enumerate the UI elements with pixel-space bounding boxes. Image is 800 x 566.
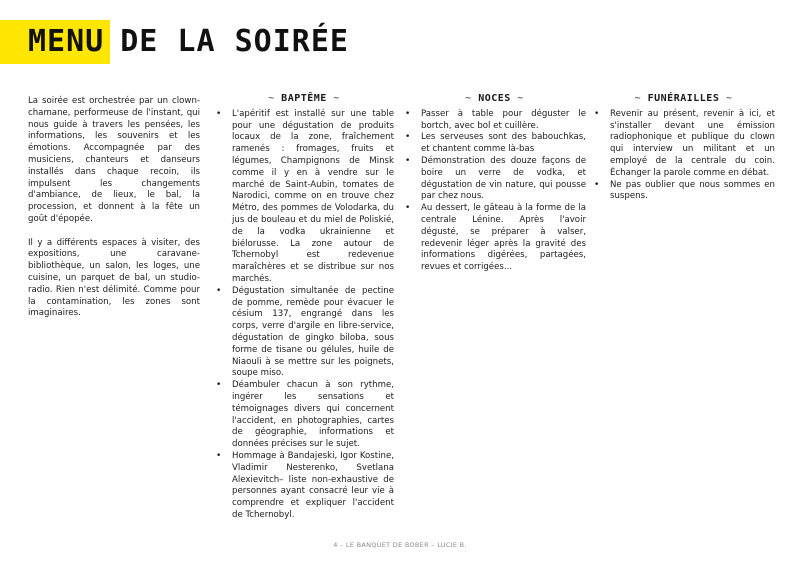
section-heading: ~ NOCES ~ xyxy=(465,93,524,104)
section-list xyxy=(214,109,394,522)
section-heading-text: FUNÉRAILLES xyxy=(647,93,720,104)
list-item: • Déambuler chacun à son rythme, ingérer les sensations et témoignages divers qui concernent l'accident, en photographies, cartes de géographie, informations et données précises sur le sujet. xyxy=(214,380,394,451)
section-heading: ~ FUNÉRAILLES ~ xyxy=(634,93,733,104)
list-item: • Revenir au présent, revenir à ici, et s'installer devant une émission radiophonique et publique du clown qui interview un militant et un employé de la centrale du coin. Échanger la parole comme en débat. xyxy=(592,109,775,180)
list-item: • Passer à table pour déguster le bortch, avec bol et cuillère. xyxy=(403,109,586,133)
section-heading: ~ BAPTÊME ~ xyxy=(268,93,340,104)
section-heading-text: NOCES xyxy=(478,93,511,104)
section-list xyxy=(592,109,775,203)
section-list xyxy=(403,109,586,274)
title-highlight-word: MENU xyxy=(28,24,105,59)
section-bapteme xyxy=(214,93,394,522)
list-item: • Ne pas oublier que nous sommes en suspens. xyxy=(592,180,775,204)
title-rest: DE LA SOIRÉE xyxy=(120,24,349,59)
section-noces xyxy=(403,93,586,274)
list-item: • Les serveuses sont des babouchkas, et chantent comme là-bas xyxy=(403,132,586,156)
list-item: • Dégustation simultanée de pectine de pomme, remède pour évacuer le césium 137, engrangé dans les corps, verre d'argile en libre-service, dégustation de gingko biloba, sous forme de tisane ou gélules, huile de Niaouli à se mettre sur les poignets, soupe miso. xyxy=(214,286,394,380)
intro-column xyxy=(28,96,200,332)
section-funerailles xyxy=(592,93,775,203)
list-item: • L'apéritif est installé sur une table pour une dégustation de produits locaux de la zone, fraîchement ramenés : fromages, fruits et légumes, Champignons de Minsk comme il y en à vendre sur le marché de Saint-Aubin, tomates de Narodici, comme on en trouve chez Métro, des pommes de Volodarka, du jus de bouleau et du miel de Poliskié, de la vodka ukrainienne et biélorusse. La zone autour de Tchernobyl est redevenue maraîchères et se distribue sur nos marchés. xyxy=(214,109,394,286)
intro-paragraph: Il y a différents espaces à visiter, des expositions, une caravane-bibliothèque, un salon, les loges, une cuisine, un parquet de bal, un studio-radio. Rien n'est délimité. Comme pour la contamination, les zones sont imaginaires. xyxy=(28,237,200,319)
page-footer: 4 – LE BANQUET DE BOBER – LUCIE B. xyxy=(333,541,467,549)
page-title xyxy=(0,20,349,64)
list-item: • Démonstration des douze façons de boire un verre de vodka, et dégustation de vin nature, qui pousse par chez nous. xyxy=(403,156,586,203)
section-heading-text: BAPTÊME xyxy=(281,93,327,104)
list-item: • Hommage à Bandajeski, Igor Kostine, Vladimir Nesterenko, Svetlana Alexievitch– liste non-exhaustive de personnes ayant consacré leur vie à comprendre et expliquer l'accident de Tchernobyl. xyxy=(214,451,394,522)
list-item: • Au dessert, le gâteau à la forme de la centrale Lénine. Après l'avoir dégusté, se préparer à valser, redevenir léger après la gravité des informations digérées, partagées, revues et corrigées... xyxy=(403,203,586,274)
intro-paragraph: La soirée est orchestrée par un clown-chamane, performeuse de l'instant, qui nous guide à travers les pensées, les informations, les souvenirs et les émotions. Accompagnée par des musiciens, chanteurs et danseurs installés dans chaque recoin, ils impulsent les changements d'ambiance, de lieux, le bal, la procession, et donnent à la fête un goût d'épopée. xyxy=(28,96,200,224)
title-highlight-block xyxy=(0,20,110,64)
